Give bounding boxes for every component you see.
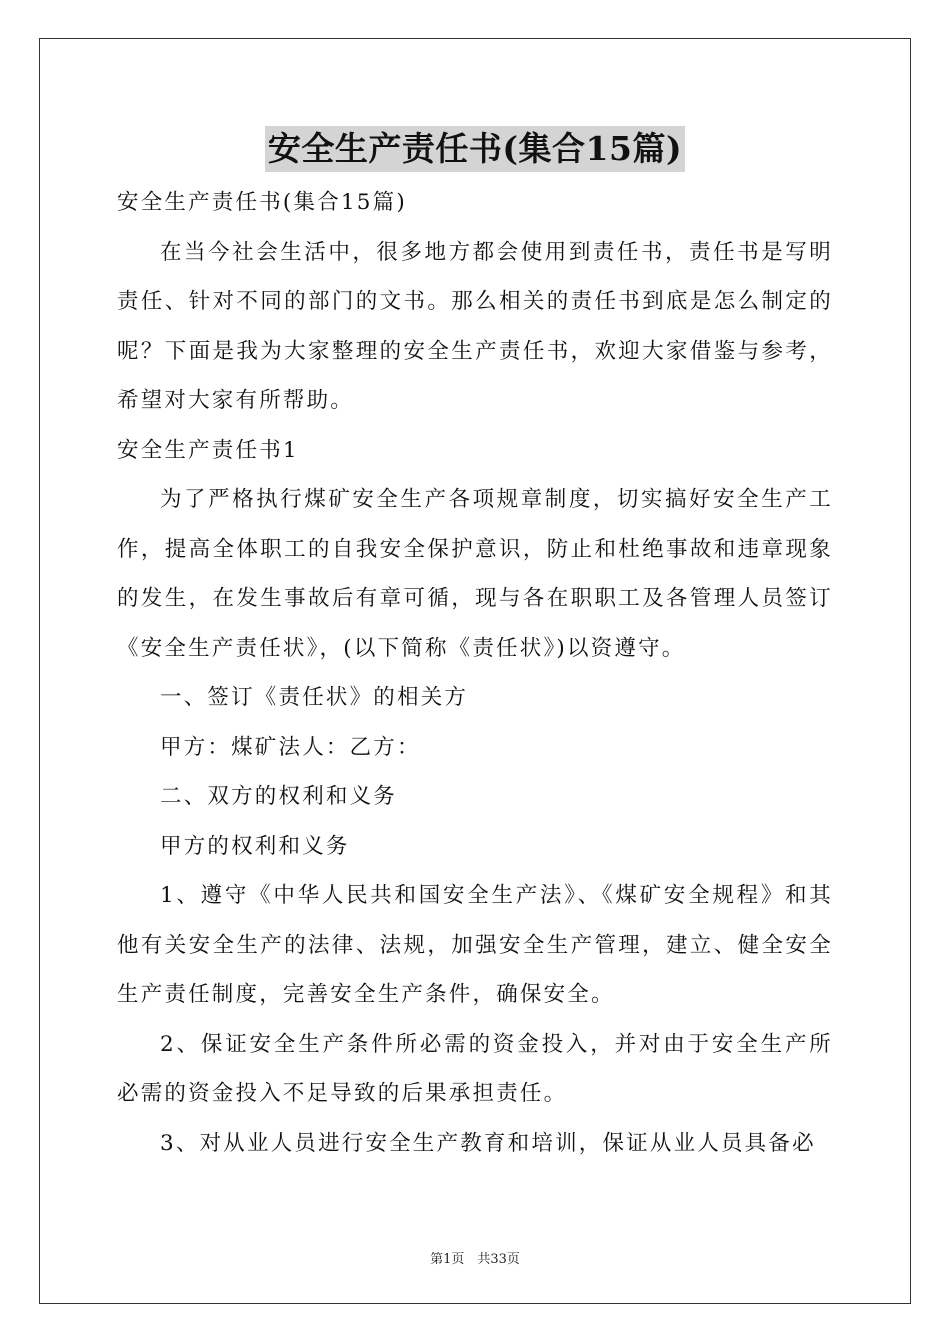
- section-paragraph-purpose: 为了严格执行煤矿安全生产各项规章制度，切实搞好安全生产工作，提高全体职工的自我安全保护意识，防止和杜绝事故和违章现象的发生，在发生事故后有章可循，现与各在职职工及各管理人员签订《安全生产责任状》，(以下简称《责任状》)以资遵守。: [117, 487, 833, 661]
- clause-item-1: 1、遵守《中华人民共和国安全生产法》、《煤矿安全规程》和其他有关安全生产的法律、法规，加强安全生产管理，建立、健全安全生产责任制度，完善安全生产条件，确保安全。: [117, 883, 833, 1007]
- document-body: [117, 178, 833, 1168]
- title-container: [0, 126, 950, 172]
- clause-subheading-party-a: 甲方的权利和义务: [160, 833, 350, 859]
- clause-heading-parties: 一、签订《责任状》的相关方: [160, 685, 469, 710]
- document-subtitle: 安全生产责任书(集合15篇): [117, 190, 407, 215]
- page-footer: 第1页 共33页: [430, 1252, 520, 1267]
- clause-item-2: 2、保证安全生产条件所必需的资金投入，并对由于安全生产所必需的资金投入不足导致的后果承担责任。: [117, 1031, 833, 1106]
- document-title: 安全生产责任书(集合15篇): [265, 126, 685, 172]
- intro-paragraph: 在当今社会生活中，很多地方都会使用到责任书，责任书是写明责任、针对不同的部门的文书。那么相关的责任书到底是怎么制定的呢？下面是我为大家整理的安全生产责任书，欢迎大家借鉴与参考，希望对大家有所帮助。: [117, 239, 833, 413]
- clause-item-3: 3、对从业人员进行安全生产教育和培训，保证从业人员具备必: [160, 1130, 816, 1156]
- clause-heading-rights: 二、双方的权利和义务: [160, 784, 398, 809]
- clause-parties-line: 甲方：煤矿法人：乙方：: [160, 734, 421, 760]
- section-heading-1: 安全生产责任书1: [117, 437, 299, 463]
